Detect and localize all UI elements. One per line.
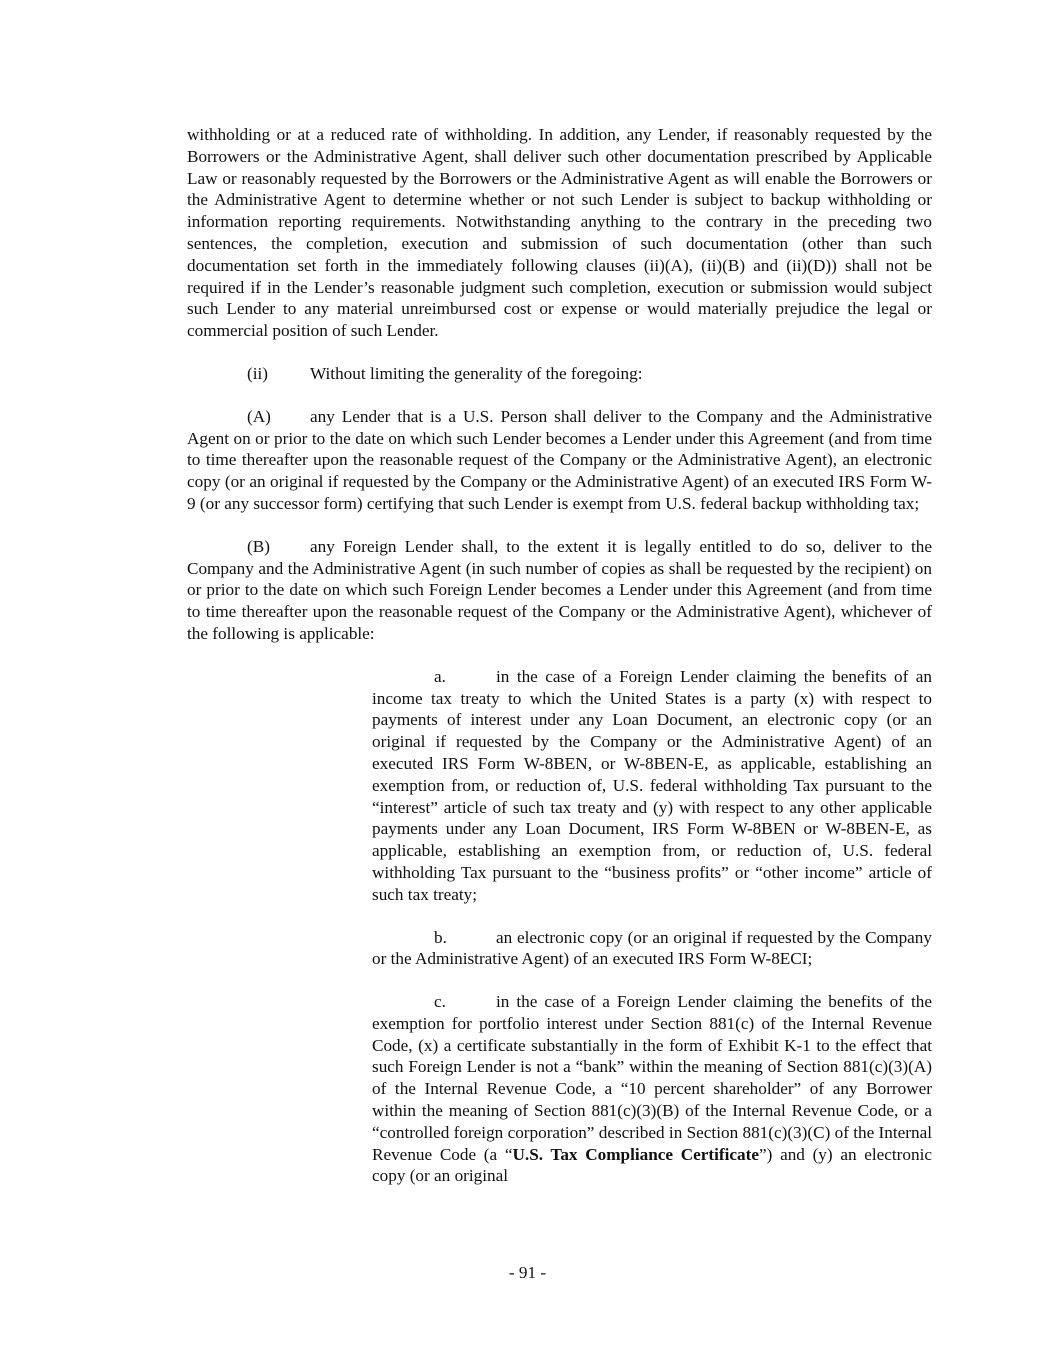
clause-c-lower-label: c.: [434, 992, 446, 1012]
defined-term-us-tax-compliance-certificate: U.S. Tax Compliance Certificate: [512, 1144, 760, 1164]
clause-b-lower-text: an electronic copy (or an original if requested by the Company or the Administrative Agent) of an executed IRS Form W-8ECI;: [372, 927, 932, 969]
clause-b-lower-paragraph: [372, 927, 932, 971]
clause-b-upper-paragraph: [187, 536, 932, 645]
clause-a-lower-label: a.: [434, 666, 446, 686]
clause-c-lower-text-end: ”) and (y) an electronic copy (or an original: [372, 1144, 932, 1186]
clause-b-upper-text: any Foreign Lender shall, to the extent it is legally entitled to do so, deliver to the Company and the Administrative Agent (in such number of copies as shall be requested by the recipient) on or prior to the date on which such Foreign Lender becomes a Lender under this Agreement (and from time to time thereafter upon the reasonable request of the Company or the Administrative Agent), whichever of the following is applicable:: [187, 536, 932, 643]
clause-ii-paragraph: [187, 363, 932, 385]
clause-a-upper-label: (A): [247, 406, 271, 426]
clause-c-lower-paragraph: [372, 991, 932, 1187]
clause-a-lower-text: in the case of a Foreign Lender claiming the benefits of an income tax treaty to which the United States is a party (x) with respect to payments of interest under any Loan Document, an electronic copy (or an original if requested by the Company or the Administrative Agent) of an executed IRS Form W-8BEN, or W-8BEN-E, as applicable, establishing an exemption from, or reduction of, U.S. federal withholding Tax pursuant to the “interest” article of such tax treaty and (y) with respect to any other applicable payments under any Loan Document, IRS Form W-8BEN or W-8BEN-E, as applicable, establishing an exemption from, or reduction of, U.S. federal withholding Tax pursuant to the “business profits” or “other income” article of such tax treaty;: [372, 666, 932, 904]
page-body: [187, 124, 932, 1187]
clause-ii-text: Without limiting the generality of the foregoing:: [310, 363, 643, 383]
clause-a-upper-paragraph: [187, 406, 932, 515]
clause-b-upper-label: (B): [247, 536, 270, 556]
clause-a-upper-text: any Lender that is a U.S. Person shall deliver to the Company and the Administrative Agent on or prior to the date on which such Lender becomes a Lender under this Agreement (and from time to time thereafter upon the reasonable request of the Company or the Administrative Agent), an electronic copy (or an original if requested by the Company or the Administrative Agent) of an executed IRS Form W-9 (or any successor form) certifying that such Lender is exempt from U.S. federal backup withholding tax;: [187, 406, 932, 513]
clause-c-lower-text-start: in the case of a Foreign Lender claiming the benefits of the exemption for portfolio interest under Section 881(c) of the Internal Revenue Code, (x) a certificate substantially in the form of Exhibit K-1 to the effect that such Foreign Lender is not a “bank” within the meaning of Section 881(c)(3)(A) of the Internal Revenue Code, a “10 percent shareholder” of any Borrower within the meaning of Section 881(c)(3)(B) of the Internal Revenue Code, or a “controlled foreign corporation” described in Section 881(c)(3)(C) of the Internal Revenue Code (a “: [372, 992, 932, 1164]
page-number: - 91 -: [508, 1263, 547, 1282]
clause-ii-label: (ii): [247, 363, 268, 383]
clause-a-lower-paragraph: [372, 666, 932, 906]
intro-paragraph: withholding or at a reduced rate of withholding. In addition, any Lender, if reasonably requested by the Borrowers or the Administrative Agent, shall deliver such other documentation prescribed by Applicable Law or reasonably requested by the Borrowers or the Administrative Agent as will enable the Borrowers or the Administrative Agent to determine whether or not such Lender is subject to backup withholding or information reporting requirements. Notwithstanding anything to the contrary in the preceding two sentences, the completion, execution and submission of such documentation (other than such documentation set forth in the immediately following clauses (ii)(A), (ii)(B) and (ii)(D)) shall not be required if in the Lender’s reasonable judgment such completion, execution or submission would subject such Lender to any material unreimbursed cost or expense or would materially prejudice the legal or commercial position of such Lender.: [187, 125, 932, 341]
clause-b-lower-label: b.: [434, 927, 447, 947]
sub-clauses: [372, 666, 932, 1188]
